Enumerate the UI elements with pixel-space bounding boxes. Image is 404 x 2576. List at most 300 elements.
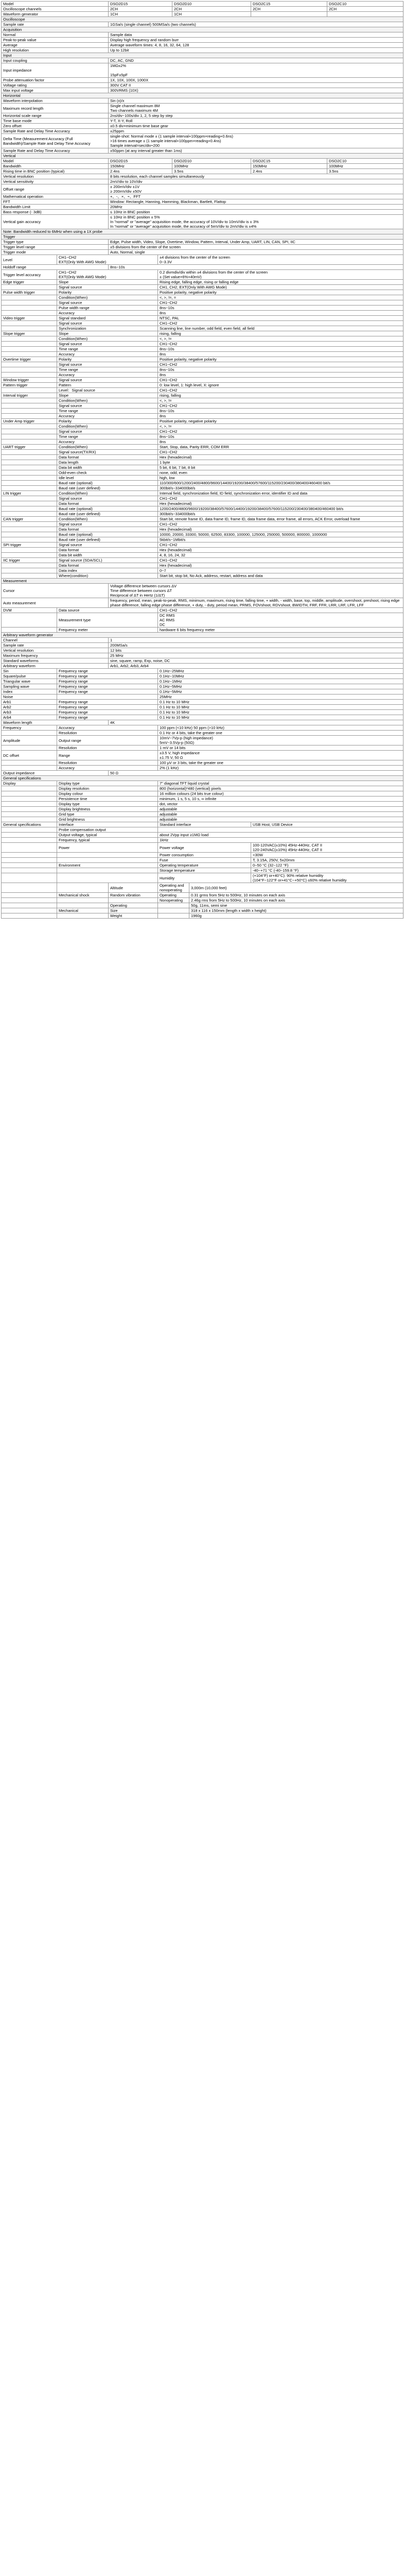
spec-label: Triangular wave [2,679,57,684]
spec-value: Accuracy [57,372,158,378]
spec-value: CH1~CH2 [158,362,403,367]
spec-label: Holdoff range [2,265,109,270]
spec-label: Max input voltage [2,88,109,93]
spec-value: Hex (hexadecimal) [158,563,403,568]
spec-value: 8ns~10s [158,347,403,352]
spec-value: Accuracy [57,725,158,731]
spec-label [2,812,57,817]
spec-value: Frequency range [57,700,158,705]
spec-value: Humidity [158,873,251,883]
spec-row [2,265,403,270]
spec-row [2,419,403,424]
spec-value: Pulse width range [57,306,158,311]
spec-label: Model [2,159,109,164]
spec-value [158,913,189,919]
spec-row [2,807,403,812]
spec-value: ± 200mV/div ±1V ≥ 200mV/div ±50V [109,184,403,194]
spec-value: 8ns [158,439,403,445]
spec-value: Resolution [57,731,158,736]
spec-value: 300VRMS (10X) [109,88,403,93]
spec-row [2,357,403,362]
spec-row [2,573,403,579]
spec-row [2,134,403,148]
spec-value: ±5 divisions from the center of the screen [109,245,403,250]
spec-row [2,367,403,372]
spec-value: Slope [57,331,158,336]
spec-value: Start bit, remote frame ID, data frame ID, frame ID, data frame data, error frame, all errors, ACK Error, overload frame [158,517,403,522]
spec-value: 3.5ns [327,169,403,174]
spec-value [57,853,158,858]
spec-value: Signal source [57,429,158,434]
spec-row [2,705,403,710]
spec-value [158,908,189,913]
spec-value: Positive polarity, negative polarity [158,419,403,424]
spec-value: 150MHz [251,164,327,169]
spec-value [251,12,327,17]
spec-value: Range [57,751,158,760]
spec-row [2,336,403,342]
spec-label: Rising time in BNC position (typical) [2,169,109,174]
spec-value: CH1~CH2 EXT(Only With AWG Mode) [57,255,158,265]
spec-row [2,342,403,347]
spec-value: 2CH [109,7,172,12]
spec-value: Positive polarity, negative polarity [158,357,403,362]
spec-label [2,512,57,517]
spec-row [2,179,403,184]
spec-label: Pulse width trigger [2,290,57,295]
spec-value: Persistence time [57,796,158,802]
spec-value: Data format [57,527,158,532]
spec-value: Frequency, typical [57,838,158,843]
spec-label [2,326,57,331]
spec-label [2,424,57,429]
spec-label: Vertical [2,154,403,159]
spec-value: 0.1 Hz to 10 MHz [158,705,403,710]
spec-label [2,429,57,434]
spec-value: 0~50 °C (32~122 °F) [251,863,403,868]
spec-label [2,827,57,833]
spec-row [2,543,403,548]
spec-value: 1MΩ±2% 15pF±5pF [109,63,403,78]
spec-value: <30W [251,853,403,858]
spec-row [2,199,403,205]
section-header-row [2,776,403,781]
spec-row [2,316,403,321]
spec-value: 1CH [109,12,172,17]
spec-value: 100-120VAC(±10%) 45Hz-440Hz, CAT II 120-240VAC(±10%) 45Hz-440Hz, CAT II [251,843,403,853]
spec-label [2,295,57,300]
spec-label [2,903,57,908]
spec-label: Note: Bandwidth reduced to 6MHz when using a 1X probe [2,229,403,234]
spec-row [2,439,403,445]
spec-label: SPI trigger [2,543,57,548]
spec-value: 2mV/div to 10V/div [109,179,403,184]
spec-label: Arbitrary waveform generator [2,633,403,638]
spec-label: Amplitude [2,736,57,745]
spec-label: Sample Rate and Delay Time Accuracy [2,129,109,134]
spec-row [2,124,403,129]
spec-value: 5 bit, 6 bit, 7 bit, 8 bit [158,465,403,470]
spec-row [2,658,403,664]
spec-row [2,12,403,17]
spec-label [2,796,57,802]
spec-value: 10mV~7Vp-p (high impedance) 5mV~3.5Vp-p (50Ω) [158,736,403,745]
spec-value: 4K [109,720,403,725]
spec-value: minimum, 1 s, 5 s, 10 s, ∞ infinite [158,796,403,802]
spec-row [2,347,403,352]
spec-value: Frequency range [57,679,158,684]
spec-value: none, odd, even [158,470,403,476]
spec-value: 1GSa/s (single channel) 500MSa/s (two channels) [109,22,403,27]
spec-label: Cursor [2,584,109,598]
spec-label [2,388,57,393]
spec-label [2,285,57,290]
spec-value: Signal source [57,342,158,347]
spec-value: Grid type [57,812,158,817]
spec-label [2,548,57,553]
spec-value: 200MSa/s [109,643,403,648]
spec-row [2,414,403,419]
spec-label: Input [2,53,403,58]
spec-value: 10000, 20000, 33300, 50000, 62500, 83300, 100000, 125000, 250000, 500000, 800000, 1000000 [158,532,403,537]
spec-value: 1 byte [158,460,403,465]
spec-row [2,527,403,532]
spec-row [2,403,403,409]
spec-value: ±50ppm (at any interval greater than 1ms) [109,148,403,154]
spec-row [2,409,403,414]
spec-value: rising, falling [158,331,403,336]
spec-label: Noise [2,694,57,700]
spec-row [2,481,403,486]
spec-value [327,12,403,17]
spec-value: -40~+71 °C (-40~159.8 °F) [251,868,403,873]
spec-value: Pattern [57,383,158,388]
spec-value [57,913,109,919]
spec-table [1,1,403,919]
spec-label [2,321,57,326]
spec-row [2,194,403,199]
spec-value: ±4 divisions from the center of the screen 0~3.3V [158,255,403,265]
spec-value: Random vibration [109,893,158,898]
spec-row [2,445,403,450]
spec-row [2,398,403,403]
spec-value: Power [57,843,158,853]
spec-value: 8ns [158,414,403,419]
spec-row [2,766,403,771]
spec-value: DSO2C10 [327,2,403,7]
spec-value: Power voltage [158,843,251,853]
spec-value: Accuracy [57,311,158,316]
spec-value: Time range [57,367,158,372]
spec-label [2,409,57,414]
spec-value [57,858,158,863]
spec-row [2,883,403,893]
spec-value: Output range [57,736,158,745]
spec-label: Voltage rating [2,83,109,88]
spec-value: 0.1Hz~5MHz [158,684,403,689]
spec-value: 8ns [158,311,403,316]
spec-label [2,486,57,491]
spec-label: Index [2,689,57,694]
spec-label [2,858,57,863]
spec-value: Data index [57,568,158,573]
spec-label: High resolution [2,48,109,53]
spec-value: CH1~CH2 [158,342,403,347]
spec-value [57,873,158,883]
spec-row [2,295,403,300]
spec-row [2,638,403,643]
spec-row [2,434,403,439]
spec-value: Weight [109,913,158,919]
spec-value: Data bit width [57,465,158,470]
spec-label [2,501,57,506]
spec-row [2,255,403,265]
spec-value: Altitude [109,883,158,893]
spec-row [2,558,403,563]
spec-value: Time range [57,347,158,352]
spec-label: Edge trigger [2,280,57,285]
spec-row [2,506,403,512]
spec-value: Slope [57,280,158,285]
spec-label: Sampling wave [2,684,57,689]
spec-value: 4, 8, 16, 24, 32 [158,553,403,558]
spec-label: Acquisition [2,27,403,32]
spec-label [2,336,57,342]
spec-label: Delta Time (Measurement Accuracy (Full Bandwidth)/Sample Rate and Delay Time Accuracy [2,134,109,148]
spec-value: 2.4ns [251,169,327,174]
spec-value: Signal source [57,543,158,548]
spec-value: Odd-even check [57,470,158,476]
spec-value: ≤ 10Hz in BNC position [109,210,403,215]
spec-row [2,537,403,543]
spec-label [2,450,57,455]
spec-value: Display colour [57,791,158,796]
spec-row [2,321,403,326]
spec-value: Time range [57,409,158,414]
spec-value: Resolution [57,745,158,751]
spec-value: <, >, !=, = [158,295,403,300]
spec-row [2,517,403,522]
spec-label: Level [2,255,57,265]
spec-value: <, >, != [158,424,403,429]
spec-value: DC, AC, GND [109,58,403,63]
spec-value: Signal standard [57,316,158,321]
spec-value: Single channel maximum 8M Two channels maximum 4M [109,104,403,113]
spec-value: Operating [158,893,189,898]
spec-value: 100 μV or 3 bits, take the greater one [158,760,403,766]
spec-value: CH1~CH2 [158,558,403,563]
spec-row [2,470,403,476]
spec-value: Start bit, stop bit, No Ack, address, restart, address and data [158,573,403,579]
spec-label: Trigger level accuracy [2,270,57,280]
spec-value: 1 mV or 14 bits [158,745,403,751]
spec-value: Accuracy [57,439,158,445]
spec-row [2,476,403,481]
spec-label [2,863,57,868]
section-header-row [2,27,403,32]
spec-label [2,434,57,439]
spec-value: Data format [57,548,158,553]
spec-value: USB Host, USB Device [251,822,403,827]
spec-value: 0.1Hz~1MHz [158,679,403,684]
spec-value [57,898,109,903]
spec-label [2,843,57,853]
spec-label: General specifications [2,776,403,781]
spec-value: 0: low level, 1: high level, X: ignore [158,383,403,388]
spec-value: Standard interface [158,822,251,827]
spec-label [2,300,57,306]
spec-label [2,414,57,419]
spec-row [2,548,403,553]
spec-value: 8ns [158,352,403,357]
spec-label: Vertical resolution [2,648,109,653]
spec-row [2,362,403,367]
spec-value: CH1~CH2 [158,522,403,527]
spec-value: Data format [57,455,158,460]
spec-value: Data bit width [57,553,158,558]
spec-value: DSO2D10 [172,2,251,7]
spec-label: Average [2,43,109,48]
spec-label: Window trigger [2,378,57,383]
spec-value: Frequency range [57,669,158,674]
spec-label [2,347,57,352]
spec-value: Hex (hexadecimal) [158,527,403,532]
spec-row [2,48,403,53]
spec-value: 300bit/s~334000bit/s [158,486,403,491]
spec-value: Accuracy [57,766,158,771]
spec-value: 8ns~10s [158,306,403,311]
spec-value: Signal source(TX/RX) [57,450,158,455]
spec-value: Mechanical shock [57,893,109,898]
spec-value: Up to 12bit [109,48,403,53]
spec-value: Condition(When) [57,336,158,342]
spec-value: Condition(When) [57,491,158,496]
spec-value: 1CH [172,12,251,17]
spec-value: 50g, 11ms, semi sine [189,903,403,908]
spec-value: 100MHz [327,164,403,169]
spec-value: Idle level [57,476,158,481]
spec-label: Pattern trigger [2,383,57,388]
spec-value: Mechanical [57,908,109,913]
spec-value: CH1~CH2 [158,450,403,455]
spec-label: Probe attenuation factor [2,78,109,83]
spec-row [2,736,403,745]
spec-value: Interface [57,822,158,827]
spec-value: Condition(When) [57,398,158,403]
spec-value: 50 Ω [109,771,403,776]
spec-row [2,684,403,689]
spec-label [2,398,57,403]
spec-label [2,342,57,347]
spec-value: DSO2D10 [172,159,251,164]
spec-label [2,455,57,460]
spec-label: Trigger mode [2,250,109,255]
spec-row [2,455,403,460]
spec-label: Model [2,2,109,7]
spec-value: 8ns~10s [158,434,403,439]
spec-label: Peak-to-peak value [2,38,109,43]
spec-value: +、-、×、÷、FFT [109,194,403,199]
section-header-row [2,17,403,22]
spec-value: Display resolution [57,786,158,791]
spec-value: Display high frequency and random burr [109,38,403,43]
spec-value: 0.1Hz~5MHz [158,689,403,694]
spec-value: CH1~CH2 [158,388,403,393]
spec-row [2,88,403,93]
spec-value: (+104°F) or+40°C): 90% relative humidity (104°F~122°F or+41°C~+50°C) ≤60% relative humidity [251,873,403,883]
spec-row [2,285,403,290]
spec-row [2,429,403,434]
spec-row [2,628,403,633]
spec-row [2,98,403,104]
spec-label [2,306,57,311]
spec-label: Input impedance [2,63,109,78]
spec-value: Condition(When) [57,445,158,450]
spec-value: ±25ppm [109,129,403,134]
spec-value: Rising edge, falling edge, rising or falling edge [158,280,403,285]
spec-value: Nonoperating [158,898,189,903]
spec-value: CH1~CH2 [158,300,403,306]
spec-value: Baud rate (user defined) [57,512,158,517]
spec-value: frequency, period, mean, peak-to-peak, RMS, minimum, maximum, rising time, falling time, + width, - width, base, top, middle, amplitude, overshoot, preshoot, rising edge phase difference, falling edge phase difference, + duty, - duty, period mean, PRMS, FOVshoot, RDVshoot, BWIDTH, FRF, FFR, LRR, LRF, LFR, LFF [109,598,403,608]
section-header-row [2,229,403,234]
spec-label: Arb4 [2,715,57,720]
spec-value: dot, vector [158,802,403,807]
spec-value: Y-T, X-Y, Roll [109,118,403,124]
spec-row [2,760,403,766]
spec-value: 7" diagonal TFT liquid crystal [158,781,403,786]
section-header-row [2,633,403,638]
spec-row [2,22,403,27]
spec-value: Arb1, Arb2, Arb3, Arb4 [109,664,403,669]
spec-label [2,553,57,558]
section-header-row [2,579,403,584]
spec-value: Resolution [57,760,158,766]
spec-label: CAN trigger [2,517,57,522]
spec-value: 8ns [158,372,403,378]
spec-value: Baud rate (optional) [57,506,158,512]
spec-value: 318 x 116 x 150mm (length x width x height) [189,908,403,913]
spec-label: Display [2,781,57,786]
spec-value: Level：Signal source [57,388,158,393]
spec-row [2,674,403,679]
spec-row [2,838,403,843]
spec-row [2,796,403,802]
spec-label [2,573,57,579]
spec-label: Measurement [2,579,403,584]
spec-value: DSO2C15 [251,2,327,7]
spec-label [2,913,57,919]
spec-value: Baud rate (optional) [57,481,158,486]
spec-value: 1960g [189,913,403,919]
spec-value: <, >, != [158,398,403,403]
spec-value: 1200/2400/4800/9600/19200/38400/57600/14400/19200/38400/57600/115200/230400/380400/460400 bit/s [158,506,403,512]
spec-label: Overtime trigger [2,357,57,362]
spec-label: DVM [2,608,57,613]
spec-label: Mathematical operation [2,194,109,199]
spec-row [2,843,403,853]
spec-value: Signal source [57,321,158,326]
spec-value: Window: Rectangle, Hanning, Hamming, Blackman, Bartlett, Flattop [109,199,403,205]
spec-value: Output voltage, typical [57,833,158,838]
spec-label [2,628,57,633]
spec-label [2,439,57,445]
spec-row [2,584,403,598]
spec-label [2,893,57,898]
spec-label [2,465,57,470]
spec-row [2,833,403,838]
spec-label: Bandwidth Limit [2,205,109,210]
